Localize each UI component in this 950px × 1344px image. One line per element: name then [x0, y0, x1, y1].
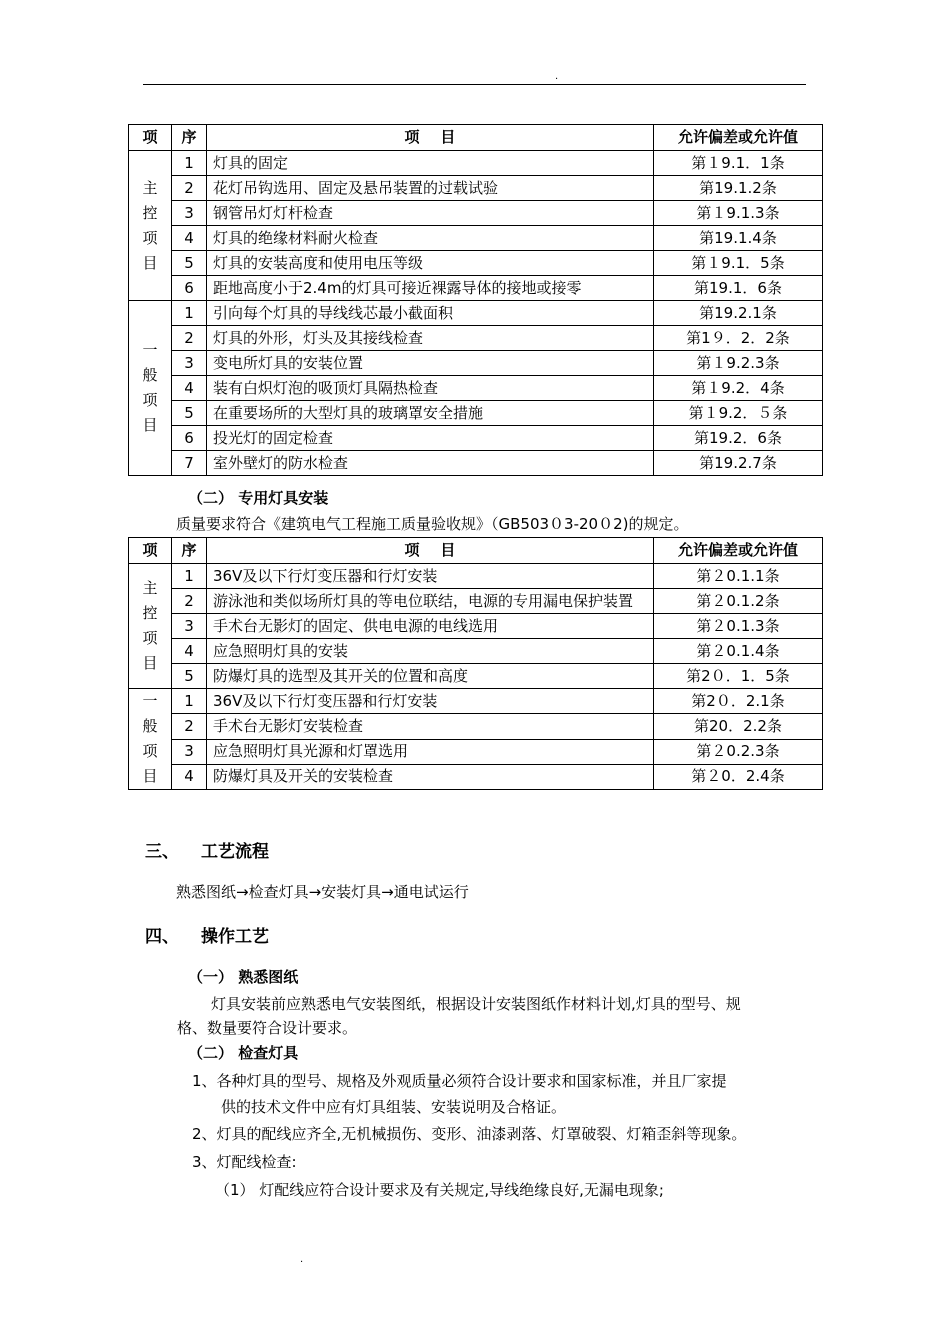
row-item: 灯具的安装高度和使用电压等级 — [207, 251, 654, 276]
row-reference: 第19.2．6条 — [654, 426, 823, 451]
row-item: 应急照明灯具光源和灯罩选用 — [207, 739, 654, 764]
row-item: 36V及以下行灯变压器和行灯安装 — [207, 564, 654, 589]
special-lamp-table — [128, 537, 823, 790]
row-reference: 第２0.2.3条 — [654, 739, 823, 764]
table-header-row — [129, 125, 823, 151]
table-row — [129, 614, 823, 639]
table-row — [129, 226, 823, 251]
row-number: 3 — [172, 739, 207, 764]
row-number: 1 — [172, 564, 207, 589]
section-3-text: 熟悉图纸→检查灯具→安装灯具→通电试运行 — [176, 883, 469, 901]
row-number: 1 — [172, 301, 207, 326]
table-row — [129, 276, 823, 301]
row-reference: 第2０．1．5条 — [654, 664, 823, 689]
check-item-2: 2、灯具的配线应齐全,无机械损伤、变形、油漆剥落、灯罩破裂、灯箱歪斜等现象。 — [192, 1125, 747, 1143]
row-item: 变电所灯具的安装位置 — [207, 351, 654, 376]
row-number: 2 — [172, 589, 207, 614]
row-number: 2 — [172, 176, 207, 201]
row-item: 防爆灯具的选型及其开关的位置和高度 — [207, 664, 654, 689]
row-item: 36V及以下行灯变压器和行灯安装 — [207, 689, 654, 714]
row-item: 手术台无影灯安装检查 — [207, 714, 654, 739]
row-item: 灯具的绝缘材料耐火检查 — [207, 226, 654, 251]
footer-dot: . — [300, 1254, 304, 1265]
check-item-1a: 1、各种灯具的型号、规格及外观质量必须符合设计要求和国家标准，并且厂家提 — [192, 1072, 727, 1090]
table-body — [129, 564, 823, 790]
section-4-title: 操作工艺 — [201, 927, 269, 947]
row-number: 1 — [172, 151, 207, 176]
check-item-3: 3、灯配线检查: — [192, 1153, 297, 1171]
table-row — [129, 564, 823, 589]
table-row — [129, 714, 823, 739]
table-row — [129, 764, 823, 789]
table-row — [129, 301, 823, 326]
row-item: 钢管吊灯灯杆检查 — [207, 201, 654, 226]
table-row — [129, 664, 823, 689]
section-4-number: 四、 — [145, 927, 179, 947]
row-reference: 第19.1.2条 — [654, 176, 823, 201]
row-item: 灯具的固定 — [207, 151, 654, 176]
sub1-title: （一） 熟悉图纸 — [188, 968, 299, 986]
row-number: 3 — [172, 351, 207, 376]
table-row — [129, 639, 823, 664]
row-number: 7 — [172, 451, 207, 476]
row-reference: 第2０．2.1条 — [654, 689, 823, 714]
group-label-text: 一般项目 — [142, 341, 158, 434]
table-row — [129, 401, 823, 426]
table-row — [129, 151, 823, 176]
group-label — [129, 564, 172, 689]
row-number: 4 — [172, 226, 207, 251]
header-value: 允许偏差或允许值 — [654, 125, 823, 151]
row-reference: 第１9.2．５条 — [654, 401, 823, 426]
row-item: 投光灯的固定检查 — [207, 426, 654, 451]
row-item: 游泳池和类似场所灯具的等电位联结，电源的专用漏电保护装置 — [207, 589, 654, 614]
row-reference: 第１9.1.3条 — [654, 201, 823, 226]
table-row — [129, 376, 823, 401]
table-body — [129, 151, 823, 476]
sub2-title: （二） 检查灯具 — [188, 1044, 299, 1062]
row-reference: 第1９．2．2条 — [654, 326, 823, 351]
row-number: 5 — [172, 401, 207, 426]
row-reference: 第19.2.1条 — [654, 301, 823, 326]
row-number: 3 — [172, 614, 207, 639]
header-group: 项 — [129, 125, 172, 151]
row-item: 应急照明灯具的安装 — [207, 639, 654, 664]
table-row — [129, 739, 823, 764]
header-seq: 序 — [172, 125, 207, 151]
row-number: 6 — [172, 276, 207, 301]
row-reference: 第１9.2．4条 — [654, 376, 823, 401]
group-label-text: 主控项目 — [142, 178, 158, 272]
table-row — [129, 451, 823, 476]
header-rule — [143, 84, 806, 85]
row-reference: 第２0.1.1条 — [654, 564, 823, 589]
header-item: 项 目 — [207, 538, 654, 564]
row-reference: 第19.2.7条 — [654, 451, 823, 476]
table-row — [129, 351, 823, 376]
row-item: 灯具的外形，灯头及其接线检查 — [207, 326, 654, 351]
header-dot: . — [555, 71, 559, 82]
row-item: 距地高度小于2.4m的灯具可接近裸露导体的接地或接零 — [207, 276, 654, 301]
header-seq: 序 — [172, 538, 207, 564]
row-item: 室外壁灯的防水检查 — [207, 451, 654, 476]
table-row — [129, 326, 823, 351]
row-number: 4 — [172, 376, 207, 401]
row-number: 2 — [172, 714, 207, 739]
row-reference: 第２0.1.2条 — [654, 589, 823, 614]
table-row — [129, 689, 823, 714]
row-item: 花灯吊钩选用、固定及悬吊装置的过载试验 — [207, 176, 654, 201]
row-reference: 第２0.1.4条 — [654, 639, 823, 664]
row-number: 5 — [172, 664, 207, 689]
row-number: 4 — [172, 764, 207, 789]
row-reference: 第１9.2.3条 — [654, 351, 823, 376]
section-2-2-text: 质量要求符合《建筑电气工程施工质量验收规》（GB503０3-20０2)的规定。 — [176, 515, 689, 533]
header-item: 项 目 — [207, 125, 654, 151]
row-number: 3 — [172, 201, 207, 226]
row-reference: 第19.1.4条 — [654, 226, 823, 251]
table-row — [129, 426, 823, 451]
row-reference: 第１9.1．1条 — [654, 151, 823, 176]
row-reference: 第20．2.2条 — [654, 714, 823, 739]
row-number: 2 — [172, 326, 207, 351]
row-number: 1 — [172, 689, 207, 714]
group-label-text: 主控项目 — [142, 579, 158, 672]
section-3-number: 三、 — [145, 842, 179, 862]
group-label — [129, 301, 172, 476]
table-header-row — [129, 538, 823, 564]
section-2-2-title: （二） 专用灯具安装 — [188, 489, 329, 507]
row-item: 装有白炽灯泡的吸顶灯具隔热检查 — [207, 376, 654, 401]
section-3-title: 工艺流程 — [201, 842, 269, 862]
lamp-installation-table — [128, 124, 823, 476]
row-number: 4 — [172, 639, 207, 664]
check-item-3-1: （1） 灯配线应符合设计要求及有关规定,导线绝缘良好,无漏电现象; — [215, 1181, 664, 1199]
header-group: 项 — [129, 538, 172, 564]
table-row — [129, 176, 823, 201]
group-label-text: 一般项目 — [142, 692, 158, 785]
row-number: 5 — [172, 251, 207, 276]
table-row — [129, 589, 823, 614]
group-label — [129, 689, 172, 790]
row-reference: 第２0．2.4条 — [654, 764, 823, 789]
table-row — [129, 201, 823, 226]
sub1-text-line1: 灯具安装前应熟悉电气安装图纸，根据设计安装图纸作材料计划,灯具的型号、规 — [211, 995, 741, 1013]
sub1-text-line2: 格、数量要符合设计要求。 — [177, 1019, 358, 1037]
row-number: 6 — [172, 426, 207, 451]
row-reference: 第１9.1．5条 — [654, 251, 823, 276]
header-value: 允许偏差或允许值 — [654, 538, 823, 564]
group-label — [129, 151, 172, 301]
row-reference: 第19.1．6条 — [654, 276, 823, 301]
row-reference: 第２0.1.3条 — [654, 614, 823, 639]
table-row — [129, 251, 823, 276]
row-item: 手术台无影灯的固定、供电电源的电线选用 — [207, 614, 654, 639]
row-item: 防爆灯具及开关的安装检查 — [207, 764, 654, 789]
row-item: 在重要场所的大型灯具的玻璃罩安全措施 — [207, 401, 654, 426]
check-item-1b: 供的技术文件中应有灯具组装、安装说明及合格证。 — [221, 1098, 567, 1116]
row-item: 引向每个灯具的导线线芯最小截面积 — [207, 301, 654, 326]
